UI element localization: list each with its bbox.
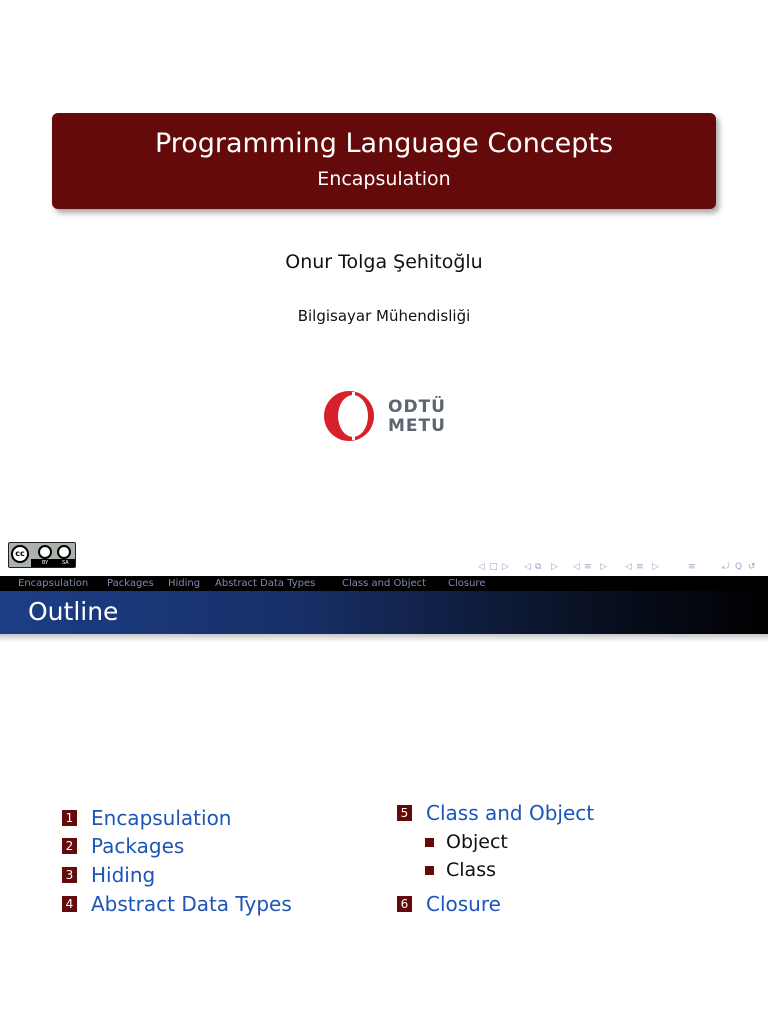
toc-label[interactable]: Encapsulation xyxy=(91,806,232,830)
toc-label[interactable]: Abstract Data Types xyxy=(91,892,292,916)
logo-line-odtu: ODTÜ xyxy=(388,397,446,417)
nav-search-icon[interactable]: Q xyxy=(735,562,743,572)
frame-title: Outline xyxy=(28,597,119,626)
nav-section-closure[interactable]: Closure xyxy=(448,578,486,589)
institute-name: Bilgisayar Mühendisliği xyxy=(297,307,471,325)
frame-title-shadow xyxy=(0,634,768,642)
cc-icon: cc xyxy=(11,545,29,563)
metu-logo xyxy=(320,390,450,442)
metu-logo-icon xyxy=(320,390,380,442)
nav-section-hiding[interactable]: Hiding xyxy=(168,578,201,589)
by-person-icon xyxy=(38,545,52,559)
nav-part-icon[interactable]: ≡ xyxy=(636,562,644,572)
nav-next-section-icon[interactable]: ▷ xyxy=(600,562,607,572)
nav-section-icon[interactable]: ≡ xyxy=(584,562,592,572)
toc-label[interactable]: Hiding xyxy=(91,863,156,887)
toc-number: 3 xyxy=(62,867,77,883)
presentation-title: Programming Language Concepts xyxy=(154,128,614,159)
bullet-square-icon xyxy=(425,838,434,847)
logo-line-metu: METU xyxy=(388,416,446,436)
presentation-subtitle: Encapsulation xyxy=(317,168,451,190)
toc-number: 6 xyxy=(397,896,412,912)
toc-label[interactable]: Class and Object xyxy=(426,801,595,825)
share-alike-icon xyxy=(57,545,71,559)
nav-section-packages[interactable]: Packages xyxy=(107,578,154,589)
author-name: Onur Tolga Şehitoğlu xyxy=(285,251,483,273)
badge-label-by: BY xyxy=(42,560,49,566)
nav-frame-icon[interactable]: □ xyxy=(489,562,498,572)
nav-section-encapsulation[interactable]: Encapsulation xyxy=(18,578,89,589)
nav-prev-part-icon[interactable]: ◁ xyxy=(625,562,632,572)
nav-section-abstract-data-types[interactable]: Abstract Data Types xyxy=(215,578,316,589)
logo-text xyxy=(388,398,446,436)
nav-next-part-icon[interactable]: ▷ xyxy=(652,562,659,572)
title-box xyxy=(52,113,716,209)
nav-document-icon[interactable]: ≡ xyxy=(688,562,696,572)
nav-forward-icon[interactable]: ↺ xyxy=(748,562,756,572)
toc-label[interactable]: Closure xyxy=(426,892,501,916)
toc-number: 2 xyxy=(62,838,77,854)
beamer-nav-symbols xyxy=(478,562,764,574)
nav-back-icon[interactable]: ⤾ xyxy=(722,562,730,572)
cc-license-badge[interactable] xyxy=(8,542,76,568)
toc-number: 1 xyxy=(62,810,77,826)
toc-label[interactable]: Packages xyxy=(91,834,185,858)
toc-subitem-label[interactable]: Object xyxy=(446,831,508,853)
nav-subsection-icon[interactable]: ⧉ xyxy=(535,562,542,572)
nav-prev-section-icon[interactable]: ◁ xyxy=(573,562,580,572)
frame-title-bar xyxy=(0,591,768,634)
outline-slide xyxy=(0,576,768,1024)
toc-number: 4 xyxy=(62,896,77,912)
nav-prev-subsection-icon[interactable]: ◁ xyxy=(524,562,531,572)
toc-number: 5 xyxy=(397,805,412,821)
toc-subitem-label[interactable]: Class xyxy=(446,859,496,881)
badge-label-sa: SA xyxy=(62,560,69,566)
bullet-square-icon xyxy=(425,866,434,875)
nav-next-subsection-icon[interactable]: ▷ xyxy=(551,562,558,572)
nav-prev-frame-icon[interactable]: ◁ xyxy=(478,562,485,572)
section-navigation-bar xyxy=(0,576,768,591)
nav-next-frame-icon[interactable]: ▷ xyxy=(502,562,509,572)
nav-section-class-and-object[interactable]: Class and Object xyxy=(342,578,427,589)
